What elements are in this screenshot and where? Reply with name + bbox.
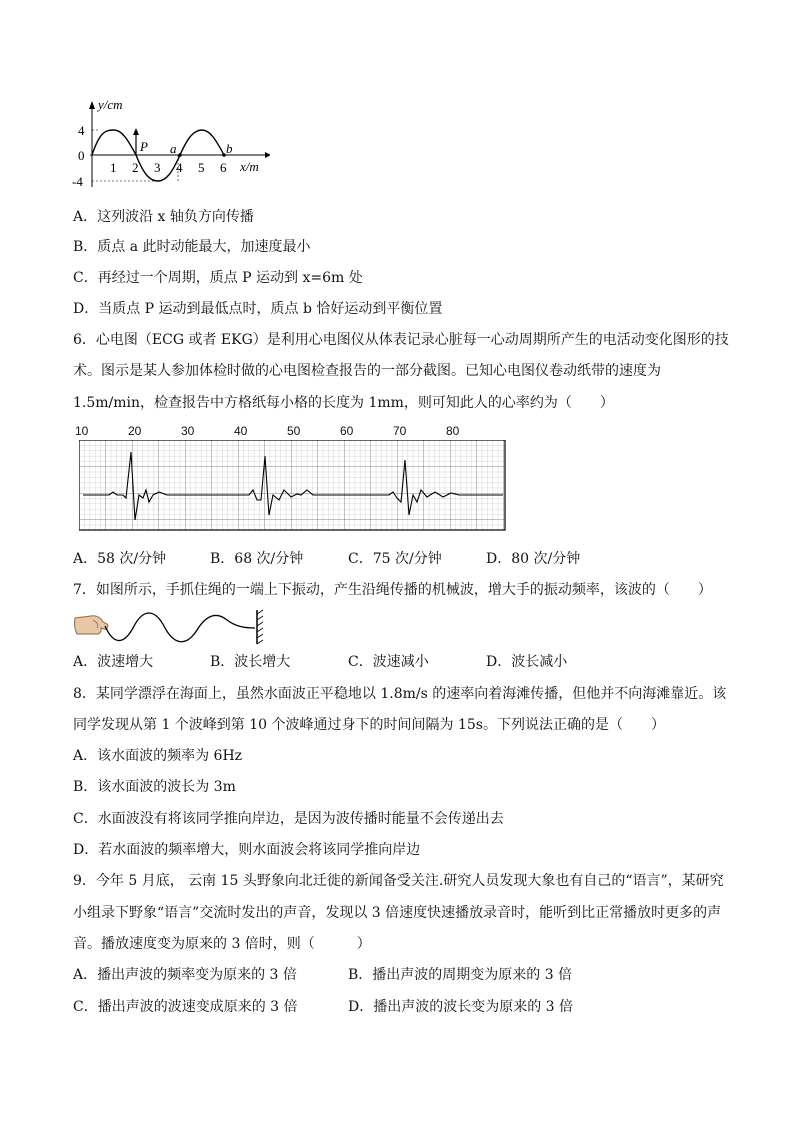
ecg-scale-40: 40 — [234, 424, 248, 438]
point-a-label: a — [170, 141, 177, 156]
wave-graph — [70, 95, 270, 195]
q6-stem-line-1: 6．心电图（ECG 或者 EKG）是利用心电图仪从体表记录心脏每一心动周期所产生的电活动变化图形的技 — [73, 332, 729, 348]
q8-option-b: B．该水面波的波长为 3m — [73, 779, 236, 795]
ecg-scale-70: 70 — [393, 424, 407, 438]
ecg-scale-60: 60 — [340, 424, 354, 438]
y-tick-neg4: -4 — [72, 174, 83, 189]
q8-stem-line-2: 同学发现从第 1 个波峰到第 10 个波峰通过身下的时间间隔为 15s。下列说法正确的是（ ） — [73, 717, 665, 733]
q6-option-a: A．58 次/分钟 — [73, 551, 167, 567]
rope-wave — [105, 613, 255, 642]
y-axis-arrow — [89, 101, 95, 109]
x-axis-arrow — [265, 152, 270, 158]
hand-icon — [75, 616, 108, 634]
q7-stem: 7．如图所示，手抓住绳的一端上下振动，产生沿绳传播的机械波，增大手的振动频率，该波的（ ） — [73, 582, 712, 598]
q9-stem-line-1: 9．今年 5 月底， 云南 15 头野象向北迁徙的新闻备受关注.研究人员发现大象也有自己的“语言”，某研究 — [73, 873, 724, 889]
q8-option-c: C．水面波没有将该同学推向岸边，是因为波传播时能量不会传递出去 — [73, 811, 504, 827]
x-tick-1: 1 — [110, 160, 117, 175]
q8-option-a: A．该水面波的频率为 6Hz — [73, 748, 243, 764]
q9-option-a: A．播出声波的频率变为原来的 3 倍 — [73, 967, 297, 983]
q5-option-c: C．再经过一个周期，质点 P 运动到 x=6m 处 — [73, 270, 363, 286]
q7-option-a: A．波速增大 — [73, 654, 154, 670]
q6-option-b: B．68 次/分钟 — [210, 551, 304, 567]
ecg-scale — [75, 424, 515, 440]
x-tick-4: 4 — [176, 160, 183, 175]
y-axis-label: y/cm — [98, 97, 123, 112]
ecg-scale-50: 50 — [287, 424, 301, 438]
q9-stem-line-3: 音。播放速度变为原来的 3 倍时，则（ ） — [73, 936, 371, 952]
q6-option-c: C．75 次/分钟 — [348, 551, 442, 567]
point-b-label: b — [226, 141, 233, 156]
q9-option-b: B．播出声波的周期变为原来的 3 倍 — [348, 967, 573, 983]
y-tick-0: 0 — [78, 148, 85, 163]
ecg-scale-30: 30 — [181, 424, 195, 438]
x-tick-6: 6 — [220, 160, 227, 175]
q7-option-d: D．波长减小 — [486, 654, 568, 670]
q9-option-c: C．播出声波的波速变成原来的 3 倍 — [73, 999, 298, 1015]
q6-option-d: D．80 次/分钟 — [486, 551, 581, 567]
ecg-scale-10: 10 — [75, 424, 89, 438]
ecg-chart — [79, 440, 507, 532]
q5-option-d: D．当质点 P 运动到最低点时，质点 b 恰好运动到平衡位置 — [73, 301, 443, 317]
point-p-label: P — [140, 139, 148, 154]
y-tick-4: 4 — [78, 123, 85, 138]
q6-stem-line-2: 术。图示是某人参加体检时做的心电图检查报告的一部分截图。已知心电图仪卷动纸带的速度为 — [73, 363, 661, 379]
q9-option-d: D．播出声波的波长变为原来的 3 倍 — [348, 999, 574, 1015]
ecg-scale-80: 80 — [446, 424, 460, 438]
q9-stem-line-2: 小组录下野象“语言”交流时发出的声音，发现以 3 倍速度快速播放录音时，能听到比正常播放时更多的声 — [73, 905, 722, 921]
q7-option-c: C．波速减小 — [348, 654, 429, 670]
rope-wave-figure — [73, 606, 273, 650]
x-tick-2: 2 — [132, 160, 139, 175]
x-axis-label: x/m — [240, 159, 259, 174]
q6-stem-line-3: 1.5m/min，检查报告中方格纸每小格的长度为 1mm，则可知此人的心率约为（ ） — [73, 395, 614, 411]
q8-stem-line-1: 8．某同学漂浮在海面上，虽然水面波正平稳地以 1.8m/s 的速率向着海滩传播，但他并不向海滩靠近。该 — [73, 686, 727, 702]
x-tick-5: 5 — [198, 160, 205, 175]
x-tick-3: 3 — [154, 160, 161, 175]
q7-option-b: B．波长增大 — [210, 654, 291, 670]
q5-option-a: A．这列波沿 x 轴负方向传播 — [73, 209, 254, 225]
ecg-scale-20: 20 — [128, 424, 142, 438]
q5-option-b: B．质点 a 此时动能最大，加速度最小 — [73, 239, 311, 255]
q8-option-d: D．若水面波的频率增大，则水面波会将该同学推向岸边 — [73, 842, 421, 858]
